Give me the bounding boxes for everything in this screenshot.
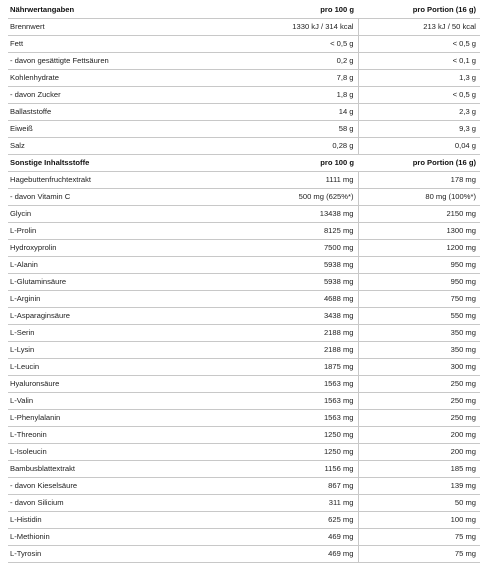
value-per-100g: 2188 mg: [258, 325, 358, 342]
value-per-portion: 300 mg: [358, 359, 480, 376]
value-per-100g: 4688 mg: [258, 291, 358, 308]
value-per-portion: 1300 mg: [358, 223, 480, 240]
table-row: [8, 240, 480, 257]
value-per-100g: 1875 mg: [258, 359, 358, 376]
value-per-portion: 50 mg: [358, 495, 480, 512]
row-label: Fett: [8, 36, 258, 53]
table-row: [8, 257, 480, 274]
value-per-portion: 250 mg: [358, 410, 480, 427]
value-per-100g: 1156 mg: [258, 461, 358, 478]
row-label: - davon Vitamin C: [8, 189, 258, 206]
value-per-portion: 2,3 g: [358, 104, 480, 121]
row-label: L-Serin: [8, 325, 258, 342]
ingredients-column-header-per-100g: pro 100 g: [258, 155, 358, 172]
ingredients-section-title: Sonstige Inhaltsstoffe: [8, 155, 258, 172]
row-label: L-Histidin: [8, 512, 258, 529]
value-per-portion: 350 mg: [358, 325, 480, 342]
value-per-100g: 8125 mg: [258, 223, 358, 240]
value-per-100g: 5938 mg: [258, 257, 358, 274]
value-per-100g: 1250 mg: [258, 444, 358, 461]
table-row: [8, 274, 480, 291]
value-per-portion: 200 mg: [358, 427, 480, 444]
value-per-portion: 1,3 g: [358, 70, 480, 87]
row-label: L-Valin: [8, 393, 258, 410]
row-label: L-Tyrosin: [8, 546, 258, 563]
table-row: [8, 308, 480, 325]
value-per-100g: 58 g: [258, 121, 358, 138]
table-row: [8, 546, 480, 563]
table-row: [8, 291, 480, 308]
value-per-100g: 5938 mg: [258, 274, 358, 291]
value-per-portion: < 0,5 g: [358, 87, 480, 104]
row-label: L-Leucin: [8, 359, 258, 376]
nutrition-column-header-per-portion: pro Portion (16 g): [358, 2, 480, 19]
table-row: [8, 376, 480, 393]
value-per-100g: 500 mg (625%*): [258, 189, 358, 206]
value-per-100g: 14 g: [258, 104, 358, 121]
value-per-100g: 1563 mg: [258, 376, 358, 393]
row-label: Bambusblattextrakt: [8, 461, 258, 478]
nutrition-table: [8, 2, 480, 563]
table-row: [8, 427, 480, 444]
value-per-portion: 100 mg: [358, 512, 480, 529]
value-per-portion: 950 mg: [358, 274, 480, 291]
row-label: Hydroxyprolin: [8, 240, 258, 257]
value-per-portion: 250 mg: [358, 393, 480, 410]
row-label: L-Lysin: [8, 342, 258, 359]
row-label: L-Prolin: [8, 223, 258, 240]
row-label: Salz: [8, 138, 258, 155]
table-row: [8, 206, 480, 223]
value-per-100g: 469 mg: [258, 546, 358, 563]
table-row: [8, 104, 480, 121]
value-per-portion: 213 kJ / 50 kcal: [358, 19, 480, 36]
value-per-portion: 550 mg: [358, 308, 480, 325]
value-per-portion: < 0,5 g: [358, 36, 480, 53]
table-row: [8, 189, 480, 206]
value-per-portion: 250 mg: [358, 376, 480, 393]
table-row: [8, 410, 480, 427]
row-label: - davon Zucker: [8, 87, 258, 104]
value-per-portion: 950 mg: [358, 257, 480, 274]
table-row: [8, 36, 480, 53]
row-label: Eiweiß: [8, 121, 258, 138]
value-per-portion: < 0,1 g: [358, 53, 480, 70]
row-label: Hyaluronsäure: [8, 376, 258, 393]
value-per-portion: 750 mg: [358, 291, 480, 308]
table-row: [8, 121, 480, 138]
table-row: [8, 444, 480, 461]
table-row: [8, 342, 480, 359]
table-row: [8, 172, 480, 189]
row-label: - davon Kieselsäure: [8, 478, 258, 495]
value-per-100g: 7,8 g: [258, 70, 358, 87]
row-label: Hagebuttenfruchtextrakt: [8, 172, 258, 189]
table-row: [8, 393, 480, 410]
row-label: - davon Silicium: [8, 495, 258, 512]
table-row: [8, 529, 480, 546]
value-per-100g: 0,28 g: [258, 138, 358, 155]
value-per-100g: 1563 mg: [258, 393, 358, 410]
value-per-portion: 139 mg: [358, 478, 480, 495]
nutrition-table-body: [8, 2, 480, 563]
value-per-100g: 625 mg: [258, 512, 358, 529]
value-per-100g: 1250 mg: [258, 427, 358, 444]
value-per-100g: 1111 mg: [258, 172, 358, 189]
nutrition-section-title: Nährwertangaben: [8, 2, 258, 19]
value-per-portion: 350 mg: [358, 342, 480, 359]
value-per-100g: 1563 mg: [258, 410, 358, 427]
value-per-100g: 311 mg: [258, 495, 358, 512]
table-row: [8, 19, 480, 36]
value-per-100g: 2188 mg: [258, 342, 358, 359]
row-label: L-Phenylalanin: [8, 410, 258, 427]
value-per-100g: 1330 kJ / 314 kcal: [258, 19, 358, 36]
value-per-portion: 9,3 g: [358, 121, 480, 138]
row-label: L-Alanin: [8, 257, 258, 274]
row-label: L-Arginin: [8, 291, 258, 308]
value-per-portion: 200 mg: [358, 444, 480, 461]
row-label: L-Threonin: [8, 427, 258, 444]
row-label: - davon gesättigte Fettsäuren: [8, 53, 258, 70]
table-row: [8, 461, 480, 478]
value-per-100g: < 0,5 g: [258, 36, 358, 53]
value-per-portion: 75 mg: [358, 529, 480, 546]
value-per-100g: 3438 mg: [258, 308, 358, 325]
table-row: [8, 495, 480, 512]
table-row: [8, 512, 480, 529]
nutrition-column-header-per-100g: pro 100 g: [258, 2, 358, 19]
value-per-portion: 80 mg (100%*): [358, 189, 480, 206]
table-row: [8, 478, 480, 495]
table-row: [8, 53, 480, 70]
nutrition-header-row: [8, 2, 480, 19]
table-row: [8, 325, 480, 342]
value-per-100g: 867 mg: [258, 478, 358, 495]
value-per-portion: 2150 mg: [358, 206, 480, 223]
table-row: [8, 87, 480, 104]
row-label: Ballaststoffe: [8, 104, 258, 121]
ingredients-column-header-per-portion: pro Portion (16 g): [358, 155, 480, 172]
row-label: L-Methionin: [8, 529, 258, 546]
value-per-100g: 13438 mg: [258, 206, 358, 223]
value-per-portion: 75 mg: [358, 546, 480, 563]
table-row: [8, 138, 480, 155]
table-row: [8, 70, 480, 87]
value-per-portion: 178 mg: [358, 172, 480, 189]
row-label: L-Asparaginsäure: [8, 308, 258, 325]
row-label: Kohlenhydrate: [8, 70, 258, 87]
row-label: L-Isoleucin: [8, 444, 258, 461]
value-per-portion: 185 mg: [358, 461, 480, 478]
row-label: L-Glutaminsäure: [8, 274, 258, 291]
value-per-100g: 1,8 g: [258, 87, 358, 104]
value-per-100g: 0,2 g: [258, 53, 358, 70]
ingredients-header-row: [8, 155, 480, 172]
value-per-100g: 7500 mg: [258, 240, 358, 257]
value-per-portion: 1200 mg: [358, 240, 480, 257]
table-row: [8, 223, 480, 240]
row-label: Brennwert: [8, 19, 258, 36]
table-row: [8, 359, 480, 376]
row-label: Glycin: [8, 206, 258, 223]
value-per-100g: 469 mg: [258, 529, 358, 546]
value-per-portion: 0,04 g: [358, 138, 480, 155]
